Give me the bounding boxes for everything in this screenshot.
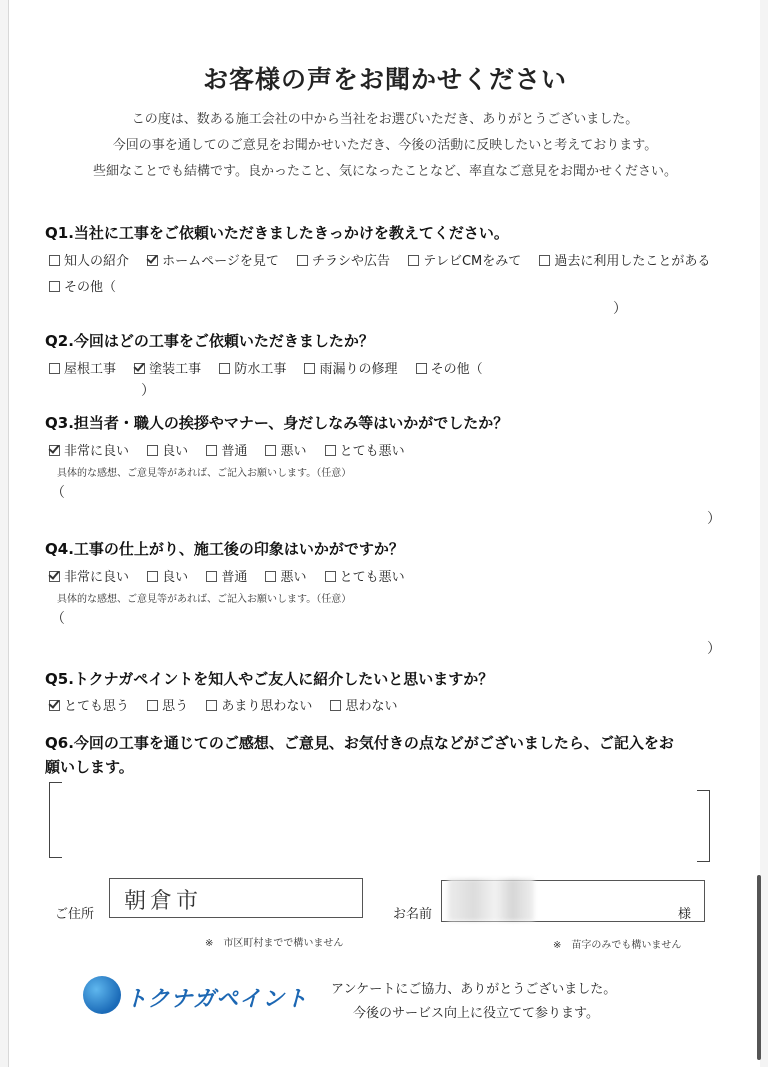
checkbox-checked-icon[interactable] xyxy=(134,363,145,374)
q4-question: Q4.工事の仕上がり、施工後の印象はいかがですか？ xyxy=(45,540,404,558)
checkbox-icon[interactable] xyxy=(219,363,230,374)
checkbox-icon[interactable] xyxy=(325,571,336,582)
q3-comment-open: （ xyxy=(51,485,65,501)
address-note: ※ 市区町村までで構いません xyxy=(205,938,344,949)
checkbox-icon[interactable] xyxy=(416,363,427,374)
q2-option-roof[interactable]: 屋根工事 xyxy=(49,358,116,377)
checkbox-icon[interactable] xyxy=(206,700,217,711)
q5-option-strongly-agree[interactable]: とても思う xyxy=(49,695,129,714)
q5-options xyxy=(49,695,411,714)
q1-option-other[interactable]: その他（ xyxy=(49,276,116,295)
q6-comment-area[interactable] xyxy=(65,788,691,852)
q1-option-flyer[interactable]: チラシや広告 xyxy=(297,250,390,269)
checkbox-checked-icon[interactable] xyxy=(49,700,60,711)
q6-comment-bracket-left xyxy=(49,782,62,858)
q4-comment-note: 具体的な感想、ご意見等があれば、ご記入お願いします。（任意） xyxy=(57,594,352,605)
thanks-line-1: アンケートにご協力、ありがとうございました。 xyxy=(331,982,617,997)
q3-comment-close: ） xyxy=(707,511,721,527)
q1-option-referral[interactable]: 知人の紹介 xyxy=(49,250,129,269)
checkbox-icon[interactable] xyxy=(325,445,336,456)
q1-question: Q1.当社に工事をご依頼いただきましたきっかけを教えてください。 xyxy=(45,224,509,242)
q2-option-painting[interactable]: 塗装工事 xyxy=(134,358,201,377)
name-suffix: 様 xyxy=(678,907,692,922)
address-label: ご住所 xyxy=(55,907,95,922)
q2-question: Q2.今回はどの工事をご依頼いただきましたか？ xyxy=(45,332,374,350)
name-field[interactable] xyxy=(441,880,705,922)
q1-options xyxy=(49,250,724,269)
q3-option-good[interactable]: 良い xyxy=(147,440,188,459)
q5-question: Q5.トクナガペイントを知人やご友人に紹介したいと思いますか？ xyxy=(45,670,494,688)
checkbox-checked-icon[interactable] xyxy=(147,255,158,266)
intro-line-3: 些細なことでも結構です。良かったこと、気になったことなど、率直なご意見をお聞かせください。 xyxy=(93,164,677,179)
checkbox-icon[interactable] xyxy=(49,255,60,266)
checkbox-icon[interactable] xyxy=(49,363,60,374)
q1-option-tvcm[interactable]: テレビCMをみて xyxy=(408,250,521,269)
q2-option-leak-repair[interactable]: 雨漏りの修理 xyxy=(304,358,397,377)
page-title: お客様の声をお聞かせください xyxy=(202,65,567,94)
name-redacted-blur xyxy=(448,879,534,921)
address-field[interactable] xyxy=(109,878,363,918)
q2-option-waterproof[interactable]: 防水工事 xyxy=(219,358,286,377)
q5-option-agree[interactable]: 思う xyxy=(147,695,188,714)
checkbox-checked-icon[interactable] xyxy=(49,445,60,456)
q1-option-past-use[interactable]: 過去に利用したことがある xyxy=(539,250,710,269)
q6-question-line-1: Q6.今回の工事を通じてのご感想、ご意見、お気付きの点などがございましたら、ご記入をお xyxy=(45,734,674,752)
checkbox-checked-icon[interactable] xyxy=(49,571,60,582)
checkbox-icon[interactable] xyxy=(265,445,276,456)
q5-option-disagree[interactable]: あまり思わない xyxy=(206,695,312,714)
checkbox-icon[interactable] xyxy=(147,700,158,711)
checkbox-icon[interactable] xyxy=(304,363,315,374)
checkbox-icon[interactable] xyxy=(206,445,217,456)
intro-line-2: 今回の事を通してのご意見をお聞かせいただき、今後の活動に反映したいと考えております。 xyxy=(112,138,658,153)
q2-options xyxy=(49,358,497,377)
address-handwritten-value: 朝倉市 xyxy=(124,889,203,914)
company-logo-text: トクナガペイント xyxy=(125,987,309,1012)
q3-options xyxy=(49,440,419,459)
checkbox-icon[interactable] xyxy=(147,445,158,456)
q2-other-close: ） xyxy=(141,383,155,399)
q3-option-very-good[interactable]: 非常に良い xyxy=(49,440,129,459)
scrollbar-track[interactable] xyxy=(760,0,768,1067)
name-note: ※ 苗字のみでも構いません xyxy=(553,940,682,951)
q5-option-strongly-disagree[interactable]: 思わない xyxy=(330,695,397,714)
name-label: お名前 xyxy=(393,907,433,922)
checkbox-icon[interactable] xyxy=(147,571,158,582)
q4-comment-close: ） xyxy=(707,641,721,657)
checkbox-icon[interactable] xyxy=(330,700,341,711)
q3-option-normal[interactable]: 普通 xyxy=(206,440,247,459)
checkbox-icon[interactable] xyxy=(297,255,308,266)
q3-comment-note: 具体的な感想、ご意見等があれば、ご記入お願いします。（任意） xyxy=(57,468,352,479)
q2-option-other[interactable]: その他（ xyxy=(416,358,483,377)
q4-option-very-good[interactable]: 非常に良い xyxy=(49,566,129,585)
q4-option-good[interactable]: 良い xyxy=(147,566,188,585)
q3-option-bad[interactable]: 悪い xyxy=(265,440,306,459)
q4-option-very-bad[interactable]: とても悪い xyxy=(325,566,405,585)
checkbox-icon[interactable] xyxy=(539,255,550,266)
q1-other-close: ） xyxy=(613,301,627,317)
scrollbar-thumb[interactable] xyxy=(757,875,761,1060)
intro-line-1: この度は、数ある施工会社の中から当社をお選びいただき、ありがとうございました。 xyxy=(131,112,639,127)
checkbox-icon[interactable] xyxy=(265,571,276,582)
thanks-line-2: 今後のサービス向上に役立てて参ります。 xyxy=(353,1006,599,1021)
survey-sheet xyxy=(8,0,762,1067)
q1-option-homepage[interactable]: ホームページを見て xyxy=(147,250,279,269)
q6-question-line-2: 願いします。 xyxy=(45,758,134,776)
checkbox-icon[interactable] xyxy=(206,571,217,582)
checkbox-icon[interactable] xyxy=(49,281,60,292)
q4-options xyxy=(49,566,419,585)
company-logo-icon xyxy=(83,976,121,1014)
q4-option-bad[interactable]: 悪い xyxy=(265,566,306,585)
q6-comment-bracket-right xyxy=(697,790,710,862)
checkbox-icon[interactable] xyxy=(408,255,419,266)
q3-option-very-bad[interactable]: とても悪い xyxy=(325,440,405,459)
q4-option-normal[interactable]: 普通 xyxy=(206,566,247,585)
q3-question: Q3.担当者・職人の挨拶やマナー、身だしなみ等はいかがでしたか？ xyxy=(45,414,509,432)
q4-comment-open: （ xyxy=(51,611,65,627)
